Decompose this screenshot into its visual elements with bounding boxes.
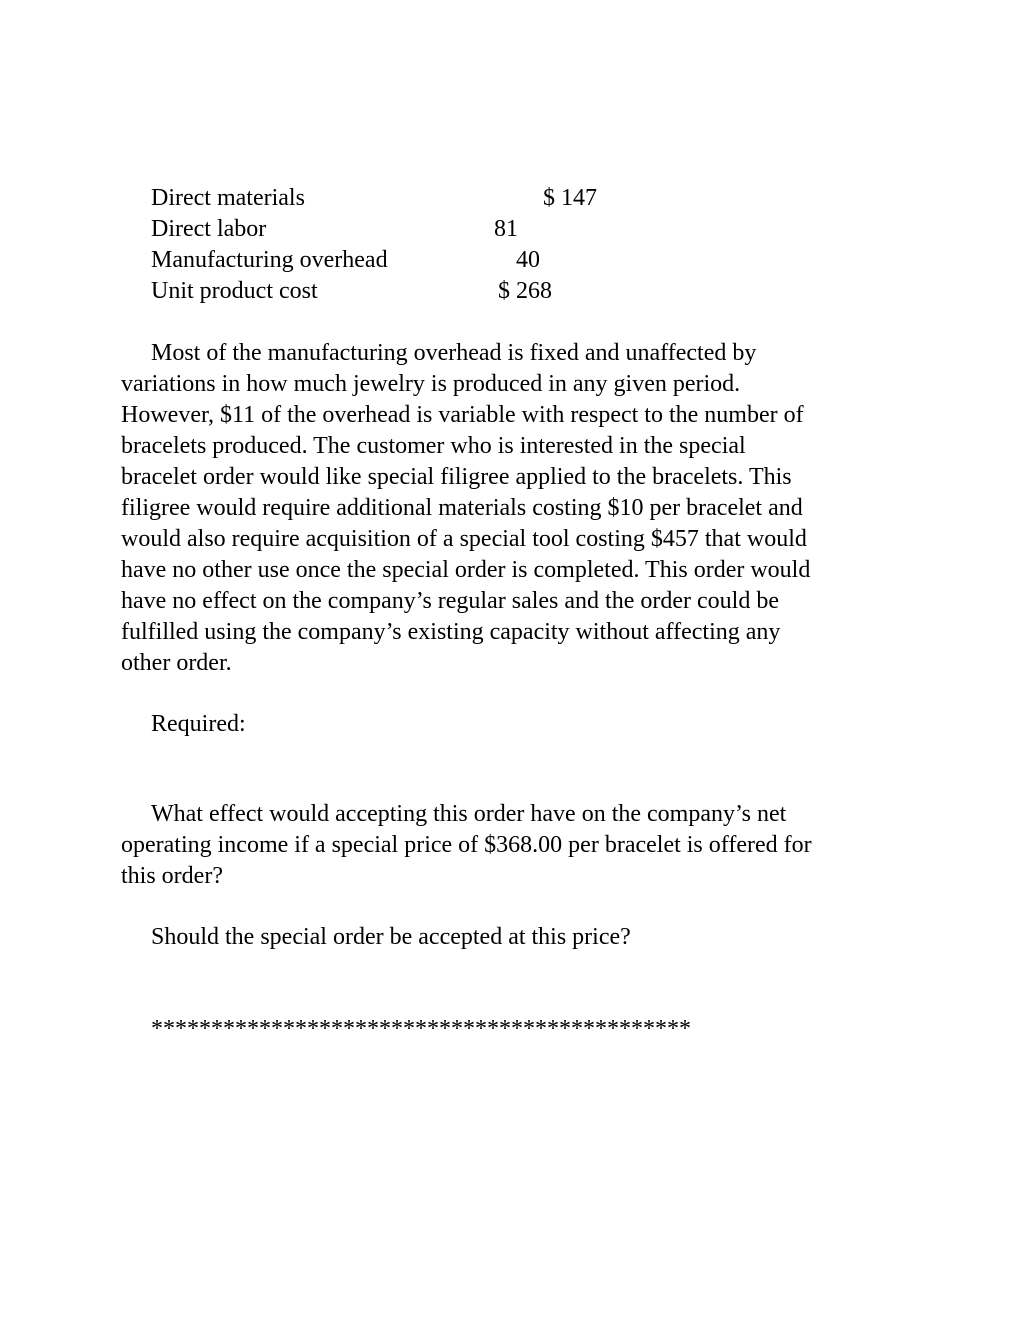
question-line: What effect would accepting this order have on the company’s net: [151, 801, 787, 827]
cost-value: 40: [516, 247, 540, 273]
question-line: operating income if a special price of $368.00 per bracelet is offered for: [121, 832, 812, 858]
question-2: Should the special order be accepted at this price?: [151, 924, 631, 950]
paragraph-line: have no other use once the special order is completed. This order would: [121, 557, 811, 583]
paragraph-line: bracelet order would like special filigree applied to the bracelets. This: [121, 464, 792, 490]
cost-label: Unit product cost: [151, 278, 318, 304]
paragraph-line: would also require acquisition of a special tool costing $457 that would: [121, 526, 807, 552]
cost-row-manufacturing-overhead: [151, 245, 540, 276]
paragraph-line: fulfilled using the company’s existing capacity without affecting any: [121, 619, 781, 645]
cost-row-direct-labor: [151, 214, 518, 245]
cost-value: $ 147: [543, 185, 597, 211]
asterisk-separator: *********************************************: [151, 1016, 691, 1042]
paragraph-line: other order.: [121, 650, 232, 676]
cost-value: $ 268: [498, 278, 552, 304]
required-heading: Required:: [151, 711, 246, 737]
paragraph-line: have no effect on the company’s regular sales and the order could be: [121, 588, 779, 614]
cost-label: Manufacturing overhead: [151, 247, 388, 273]
cost-label: Direct labor: [151, 216, 267, 242]
paragraph-line: Most of the manufacturing overhead is fixed and unaffected by: [151, 340, 757, 366]
paragraph-line: However, $11 of the overhead is variable with respect to the number of: [121, 402, 804, 428]
paragraph-line: variations in how much jewelry is produced in any given period.: [121, 371, 741, 397]
paragraph-line: filigree would require additional materials costing $10 per bracelet and: [121, 495, 803, 521]
cost-row-direct-materials: [151, 183, 597, 214]
cost-value: 81: [494, 216, 518, 242]
description-paragraph: [121, 338, 921, 679]
paragraph-line: bracelets produced. The customer who is interested in the special: [121, 433, 746, 459]
question-1: [121, 799, 921, 892]
question-line: this order?: [121, 863, 223, 889]
cost-row-unit-product-cost: [151, 276, 552, 307]
cost-label: Direct materials: [151, 185, 305, 211]
